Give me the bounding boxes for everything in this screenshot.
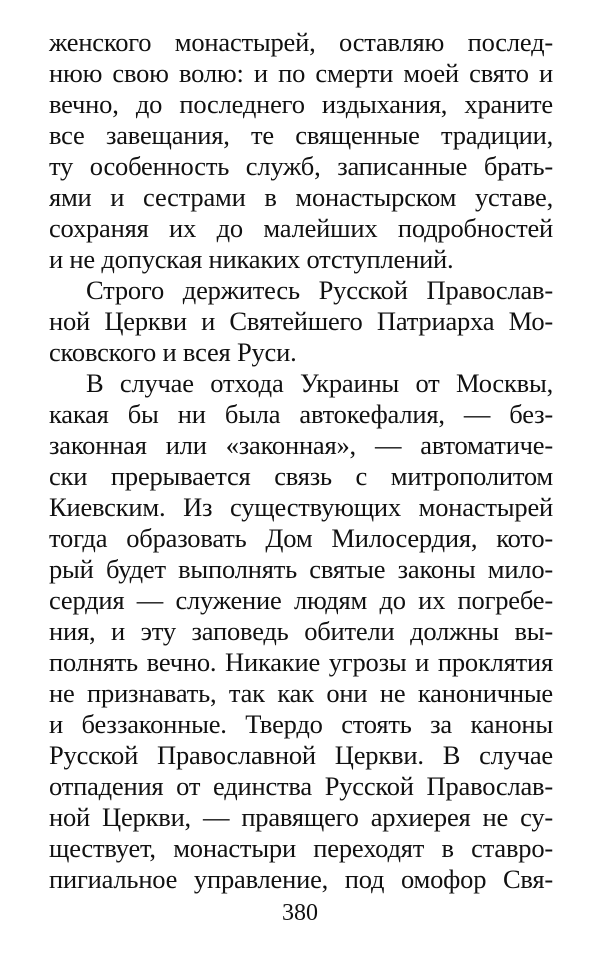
paragraph (49, 275, 553, 368)
text-line: отпадения от единства Русской Православ- (49, 771, 553, 801)
text-line: женского монастырей, оставляю послед- (49, 27, 553, 57)
text-line: ями и сестрами в монастырском уставе, (49, 182, 553, 212)
text-line: ния, и эту заповедь обители должны вы- (49, 616, 553, 646)
text-line: сердия — служение людям до их погребе- (49, 585, 553, 615)
text-line: ту особенность служб, записанные брать- (49, 151, 553, 181)
book-page-text (49, 27, 553, 895)
text-line: тогда образовать Дом Милосердия, кото- (49, 523, 553, 553)
text-line: нюю свою волю: и по смерти моей свято и (49, 58, 553, 88)
text-line: ной Церкви, — правящего архиерея не су- (49, 802, 553, 832)
text-line: ски прерывается связь с митрополитом (49, 461, 553, 491)
text-line: и не допуская никаких отступлений. (49, 244, 454, 274)
text-line: Русской Православной Церкви. В случае (49, 740, 553, 770)
text-line: законная или «законная», — автоматиче- (49, 430, 553, 460)
text-line: не признавать, так как они не каноничные (49, 678, 553, 708)
text-line: рый будет выполнять святые законы мило- (49, 554, 553, 584)
paragraph (49, 27, 553, 275)
text-line: вечно, до последнего издыхания, храните (49, 89, 553, 119)
text-line: сковского и всея Руси. (49, 337, 297, 367)
text-line: все завещания, те священные традиции, (49, 120, 553, 150)
text-line: ной Церкви и Святейшего Патриарха Мо- (49, 306, 553, 336)
text-line: пигиальное управление, под омофор Свя- (49, 864, 553, 894)
text-line: и беззаконные. Твердо стоять за каноны (49, 709, 553, 739)
text-line: сохраняя их до малейших подробностей (49, 213, 553, 243)
text-line: полнять вечно. Никакие угрозы и проклятия (49, 647, 553, 677)
paragraph (49, 368, 553, 895)
text-line: Киевским. Из существующих монастырей (49, 492, 553, 522)
text-line: В случае отхода Украины от Москвы, (86, 368, 553, 398)
text-line: какая бы ни была автокефалия, — без- (49, 399, 553, 429)
page-number: 380 (282, 900, 318, 926)
text-line: ществует, монастыри переходят в ставро- (49, 833, 553, 863)
text-line: Строго держитесь Русской Православ- (86, 275, 553, 305)
